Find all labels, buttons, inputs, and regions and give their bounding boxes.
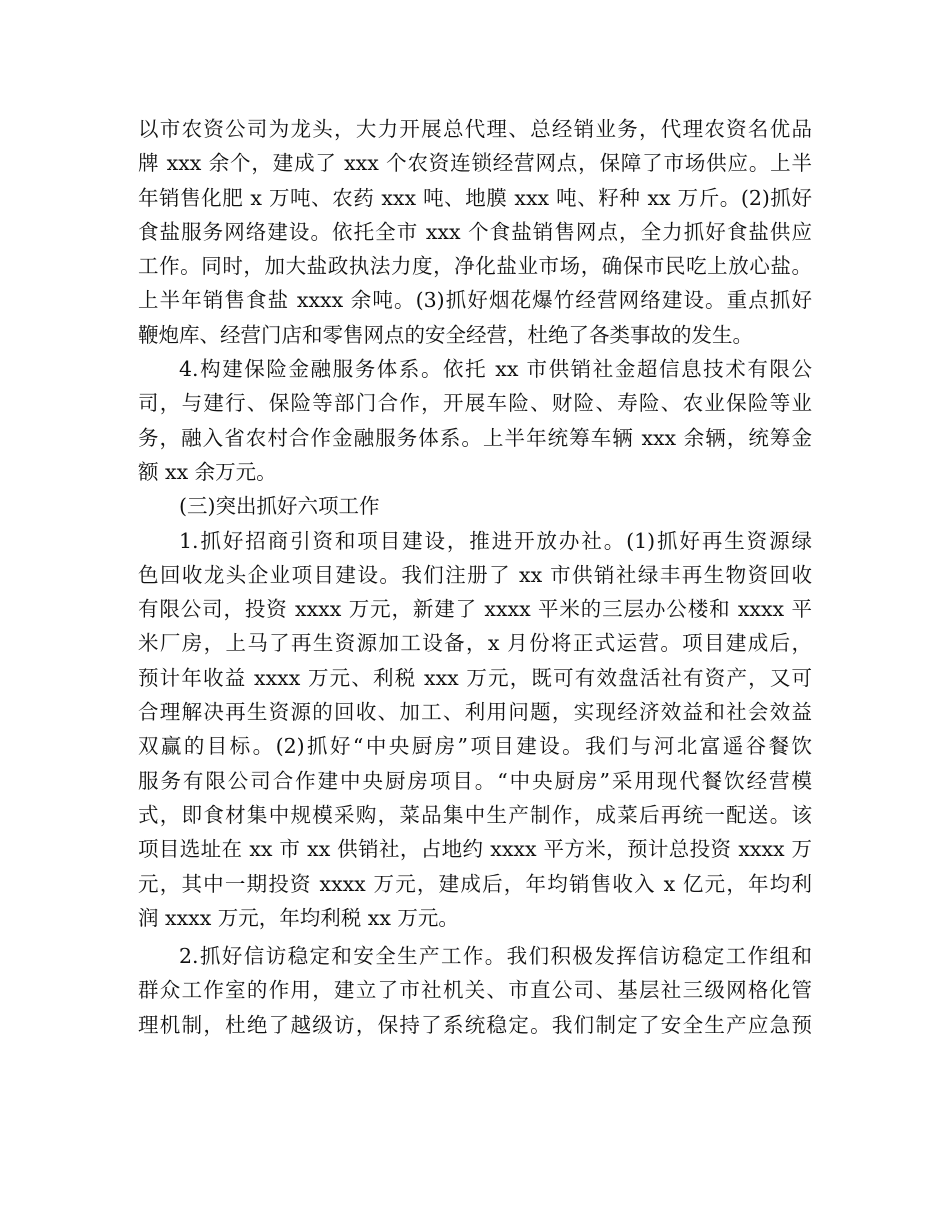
text-line: 1.抓好招商引资和项目建设，推进开放办社。(1)抓好再生资源绿 [179, 528, 812, 553]
text-line: 4.构建保险金融服务体系。依托 xx 市供销社金超信息技术有限公 [179, 357, 812, 382]
text-line: 司，与建行、保险等部门合作，开展车险、财险、寿险、农业保险等业 [138, 391, 812, 416]
text-line: 以市农资公司为龙头，大力开展总代理、总经销业务，代理农资名优品 [138, 117, 812, 141]
text-line: 牌 xxx 余个，建成了 xxx 个农资连锁经营网点，保障了市场供应。上半 [138, 151, 812, 176]
heading-line: (三)突出抓好六项工作 [179, 494, 380, 519]
text-line: 食盐服务网络建设。依托全市 xxx 个食盐销售网点，全力抓好食盐供应 [138, 219, 812, 244]
document-page [138, 112, 812, 1042]
text-line: 润 xxxx 万元，年均利税 xx 万元。 [138, 905, 459, 930]
text-line: 上半年销售食盐 xxxx 余吨。(3)抓好烟花爆竹经营网络建设。重点抓好 [138, 288, 812, 313]
text-line: 色回收龙头企业项目建设。我们注册了 xx 市供销社绿丰再生物资回收 [138, 562, 812, 587]
text-line: 理机制，杜绝了越级访，保持了系统稳定。我们制定了安全生产应急预 [138, 1012, 812, 1037]
text-line: 元，其中一期投资 xxxx 万元，建成后，年均销售收入 x 亿元，年均利 [138, 871, 812, 896]
text-line: 额 xx 余万元。 [138, 459, 277, 484]
text-line: 鞭炮库、经营门店和零售网点的安全经营，杜绝了各类事故的发生。 [138, 322, 753, 347]
text-line: 群众工作室的作用，建立了市社机关、市直公司、基层社三级网格化管 [138, 978, 812, 1003]
text-line: 式，即食材集中规模采购，菜品集中生产制作，成菜后再统一配送。该 [138, 802, 812, 827]
text-line: 项目选址在 xx 市 xx 供销社，占地约 xxxx 平方米，预计总投资 xxxx 万 [138, 837, 812, 862]
paragraph-petition-safety [138, 939, 812, 1042]
text-line: 双赢的目标。(2)抓好“中央厨房”项目建设。我们与河北富遥谷餐饮 [138, 734, 812, 759]
paragraph-agri-supplies [138, 112, 812, 352]
text-line: 服务有限公司合作建中央厨房项目。“中央厨房”采用现代餐饮经营模 [138, 768, 812, 793]
text-line: 预计年收益 xxxx 万元、利税 xxx 万元，既可有效盘活社有资产，又可 [138, 665, 812, 690]
text-line: 年销售化肥 x 万吨、农药 xxx 吨、地膜 xxx 吨、籽种 xx 万斤。(2)抓好 [138, 185, 812, 210]
paragraph-insurance-finance [138, 352, 812, 489]
text-line: 2.抓好信访稳定和安全生产工作。我们积极发挥信访稳定工作组和 [179, 944, 812, 969]
section-heading [138, 489, 812, 523]
text-line: 米厂房，上马了再生资源加工设备，x 月份将正式运营。项目建成后， [138, 631, 812, 656]
text-line: 务，融入省农村合作金融服务体系。上半年统筹车辆 xxx 余辆，统筹金 [138, 425, 812, 450]
text-line: 有限公司，投资 xxxx 万元，新建了 xxxx 平米的三层办公楼和 xxxx 平 [138, 597, 812, 622]
paragraph-investment-projects [138, 524, 812, 936]
text-line: 工作。同时，加大盐政执法力度，净化盐业市场，确保市民吃上放心盐。 [138, 254, 812, 279]
text-line: 合理解决再生资源的回收、加工、利用问题，实现经济效益和社会效益 [138, 700, 812, 725]
